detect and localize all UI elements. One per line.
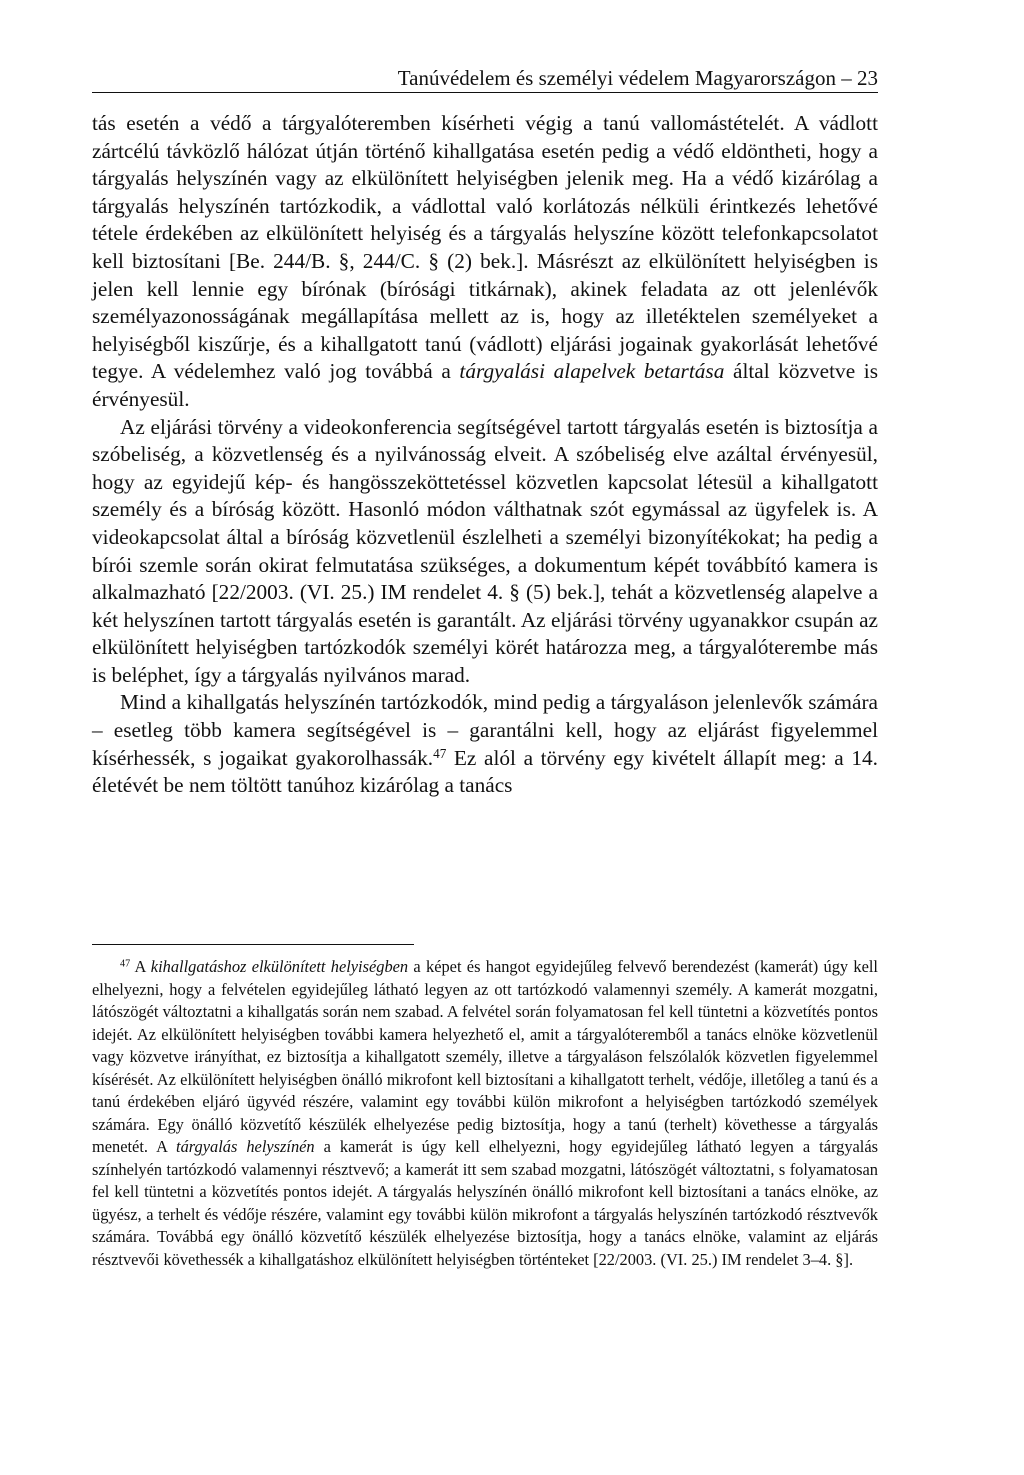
footnote-emphasis-1: kihallgatáshoz elkülönített helyiségben [150, 957, 409, 976]
running-title: Tanúvédelem és személyi védelem Magyarországon – 23 [397, 66, 878, 90]
paragraph-1-text-a: tás esetén a védő a tárgyalóteremben kísérheti végig a tanú vallomástételét. A vádlott zártcélú távközlő hálózat útján történő kihallgatása esetén pedig a védő eldöntheti, hogy a tárgyalás helyszínén vagy az elkülönített helyiségben jelenik meg. Ha a védő kizárólag a tárgyalás helyszínén tartózkodik, a vádlottal való korlátozás nélküli érintkezés lehetővé tétele érdekében az elkülönített helyiség és a tárgyalás helyszíne között telefonkapcsolatot kell biztosítani [Be. 244/B. §, 244/C. § (2) bek.]. Másrészt az elkülönített helyiségben is jelen kell lennie egy bírónak (bírósági titkárnak), akinek feladata az ott jelenlévők személyazonosságának megállapítása mellett az is, hogy az illetéktelen személyeket a helyiségből kiszűrje, és a kihallgatott tanú (vádlott) eljárási jogainak gyakorlását lehetővé tegye. A védelemhez való jog továbbá a [92, 111, 878, 384]
footnote-reference-47[interactable]: 47 [433, 745, 447, 761]
footnote-47 [92, 956, 878, 1271]
paragraph-3-text-a: Mind a kihallgatás helyszínén tartózkodók, mind pedig a tárgyaláson jelenlevők számára – esetleg több kamera segítségével is – garantálni kell, hogy az eljárást figyelemmel kísérhessék, s jogaikat gyakorolhassák. [92, 690, 878, 770]
paragraph-3 [92, 689, 878, 799]
footnote-separator [92, 944, 414, 945]
main-text [92, 110, 878, 800]
footnote-paragraph [92, 956, 878, 1271]
running-header [92, 66, 878, 93]
paragraph-1 [92, 110, 878, 414]
paragraph-3-text-b: Ez alól a törvény egy kivételt állapít meg: a 14. életévét be nem töltött tanúhoz kizárólag a tanács [92, 745, 878, 798]
paragraph-2: Az eljárási törvény a videokonferencia segítségével tartott tárgyalás esetén is biztosítja a szóbeliség, a közvetlenség és a nyilvánosság elveit. A szóbeliség elve azáltal érvényesül, hogy az egyidejű kép- és hangösszeköttetéssel közvetlen kapcsolat létesül a kihallgatott személy és a bíróság között. Hasonló módon válthatnak szót egymással az ügyfelek is. A videokapcsolat által a bíróság közvetlenül észlelheti a személyi bizonyítékokat; ha pedig a bírói szemle során okirat felmutatása szükséges, a dokumentum képét továbbító kamera is alkalmazható [22/2003. (VI. 25.) IM rendelet 4. § (5) bek.], tehát a közvetlenség alapelve a két helyszínen tartott tárgyalás esetén is garantált. Az eljárási törvény ugyanakkor csupán az elkülönített helyiségben tartózkodók személyi körét határozza meg, a tárgyalóterembe más is beléphet, így a tárgyalás nyilvános marad. [92, 414, 878, 687]
footnote-text-1: A [130, 957, 151, 976]
footnote-number: 47 [120, 958, 131, 970]
footnote-text-2: a képet és hangot egyidejűleg felvevő berendezést (kamerát) úgy kell elhelyezni, hogy a felvételen egyidejűleg látható legyen az ott tartózkodó valamennyi személy. A kamerát mozgatni, látószögét változtatni a kihallgatás során nem szabad. A felvétel során folyamatosan fel kell tüntetni a közvetítés pontos idejét. Az elkülönített helyiségben további kamera helyezhető el, amit a tárgyalóteremből a tanács elnöke közvetlenül vagy közvetve irányíthat, ez biztosítja a kihallgatott személy, illetve a tárgyaláson felszólalók közvetlen figyelemmel kísérését. Az elkülönített helyiségben önálló mikrofont kell biztosítani a kihallgatott terhelt, védője, illetőleg a tanú és a tanú érdekében eljáró ügyvéd részére, valamint egy további külön mikrofont a helyiségben tartózkodó személyek számára. Egy önálló közvetítő készülék elhelyezése pedig biztosítja, hogy a tanú (terhelt) követhesse a tárgyalás menetét. A [92, 957, 878, 1156]
paragraph-1-emphasis: tárgyalási alapelvek betartása [459, 359, 725, 384]
paragraph-1-text-b: által közvetve is érvényesül. [92, 359, 879, 411]
footnote-emphasis-2: tárgyalás helyszínén [176, 1137, 315, 1156]
footnote-text-3: a kamerát is úgy kell elhelyezni, hogy egyidejűleg látható legyen a tárgyalás színhelyén tartózkodó valamennyi résztvevő; a kamerát itt sem szabad mozgatni, látószögét változtatni, s folyamatosan fel kell tüntetni a közvetítés pontos idejét. A tárgyalás helyszínén önálló mikrofont kell biztosítani a tanács elnöke, az ügyész, a terhelt és védője részére, valamint egy további külön mikrofont a tárgyalás helyszínén tartózkodó résztvevők számára. Továbbá egy önálló közvetítő készülék elhelyezése biztosítja, hogy a tanács elnöke, valamint az eljárás résztvevői követhessék a kihallgatáshoz elkülönített helyiségben történteket [22/2003. (VI. 25.) IM rendelet 3–4. §]. [92, 1137, 879, 1269]
